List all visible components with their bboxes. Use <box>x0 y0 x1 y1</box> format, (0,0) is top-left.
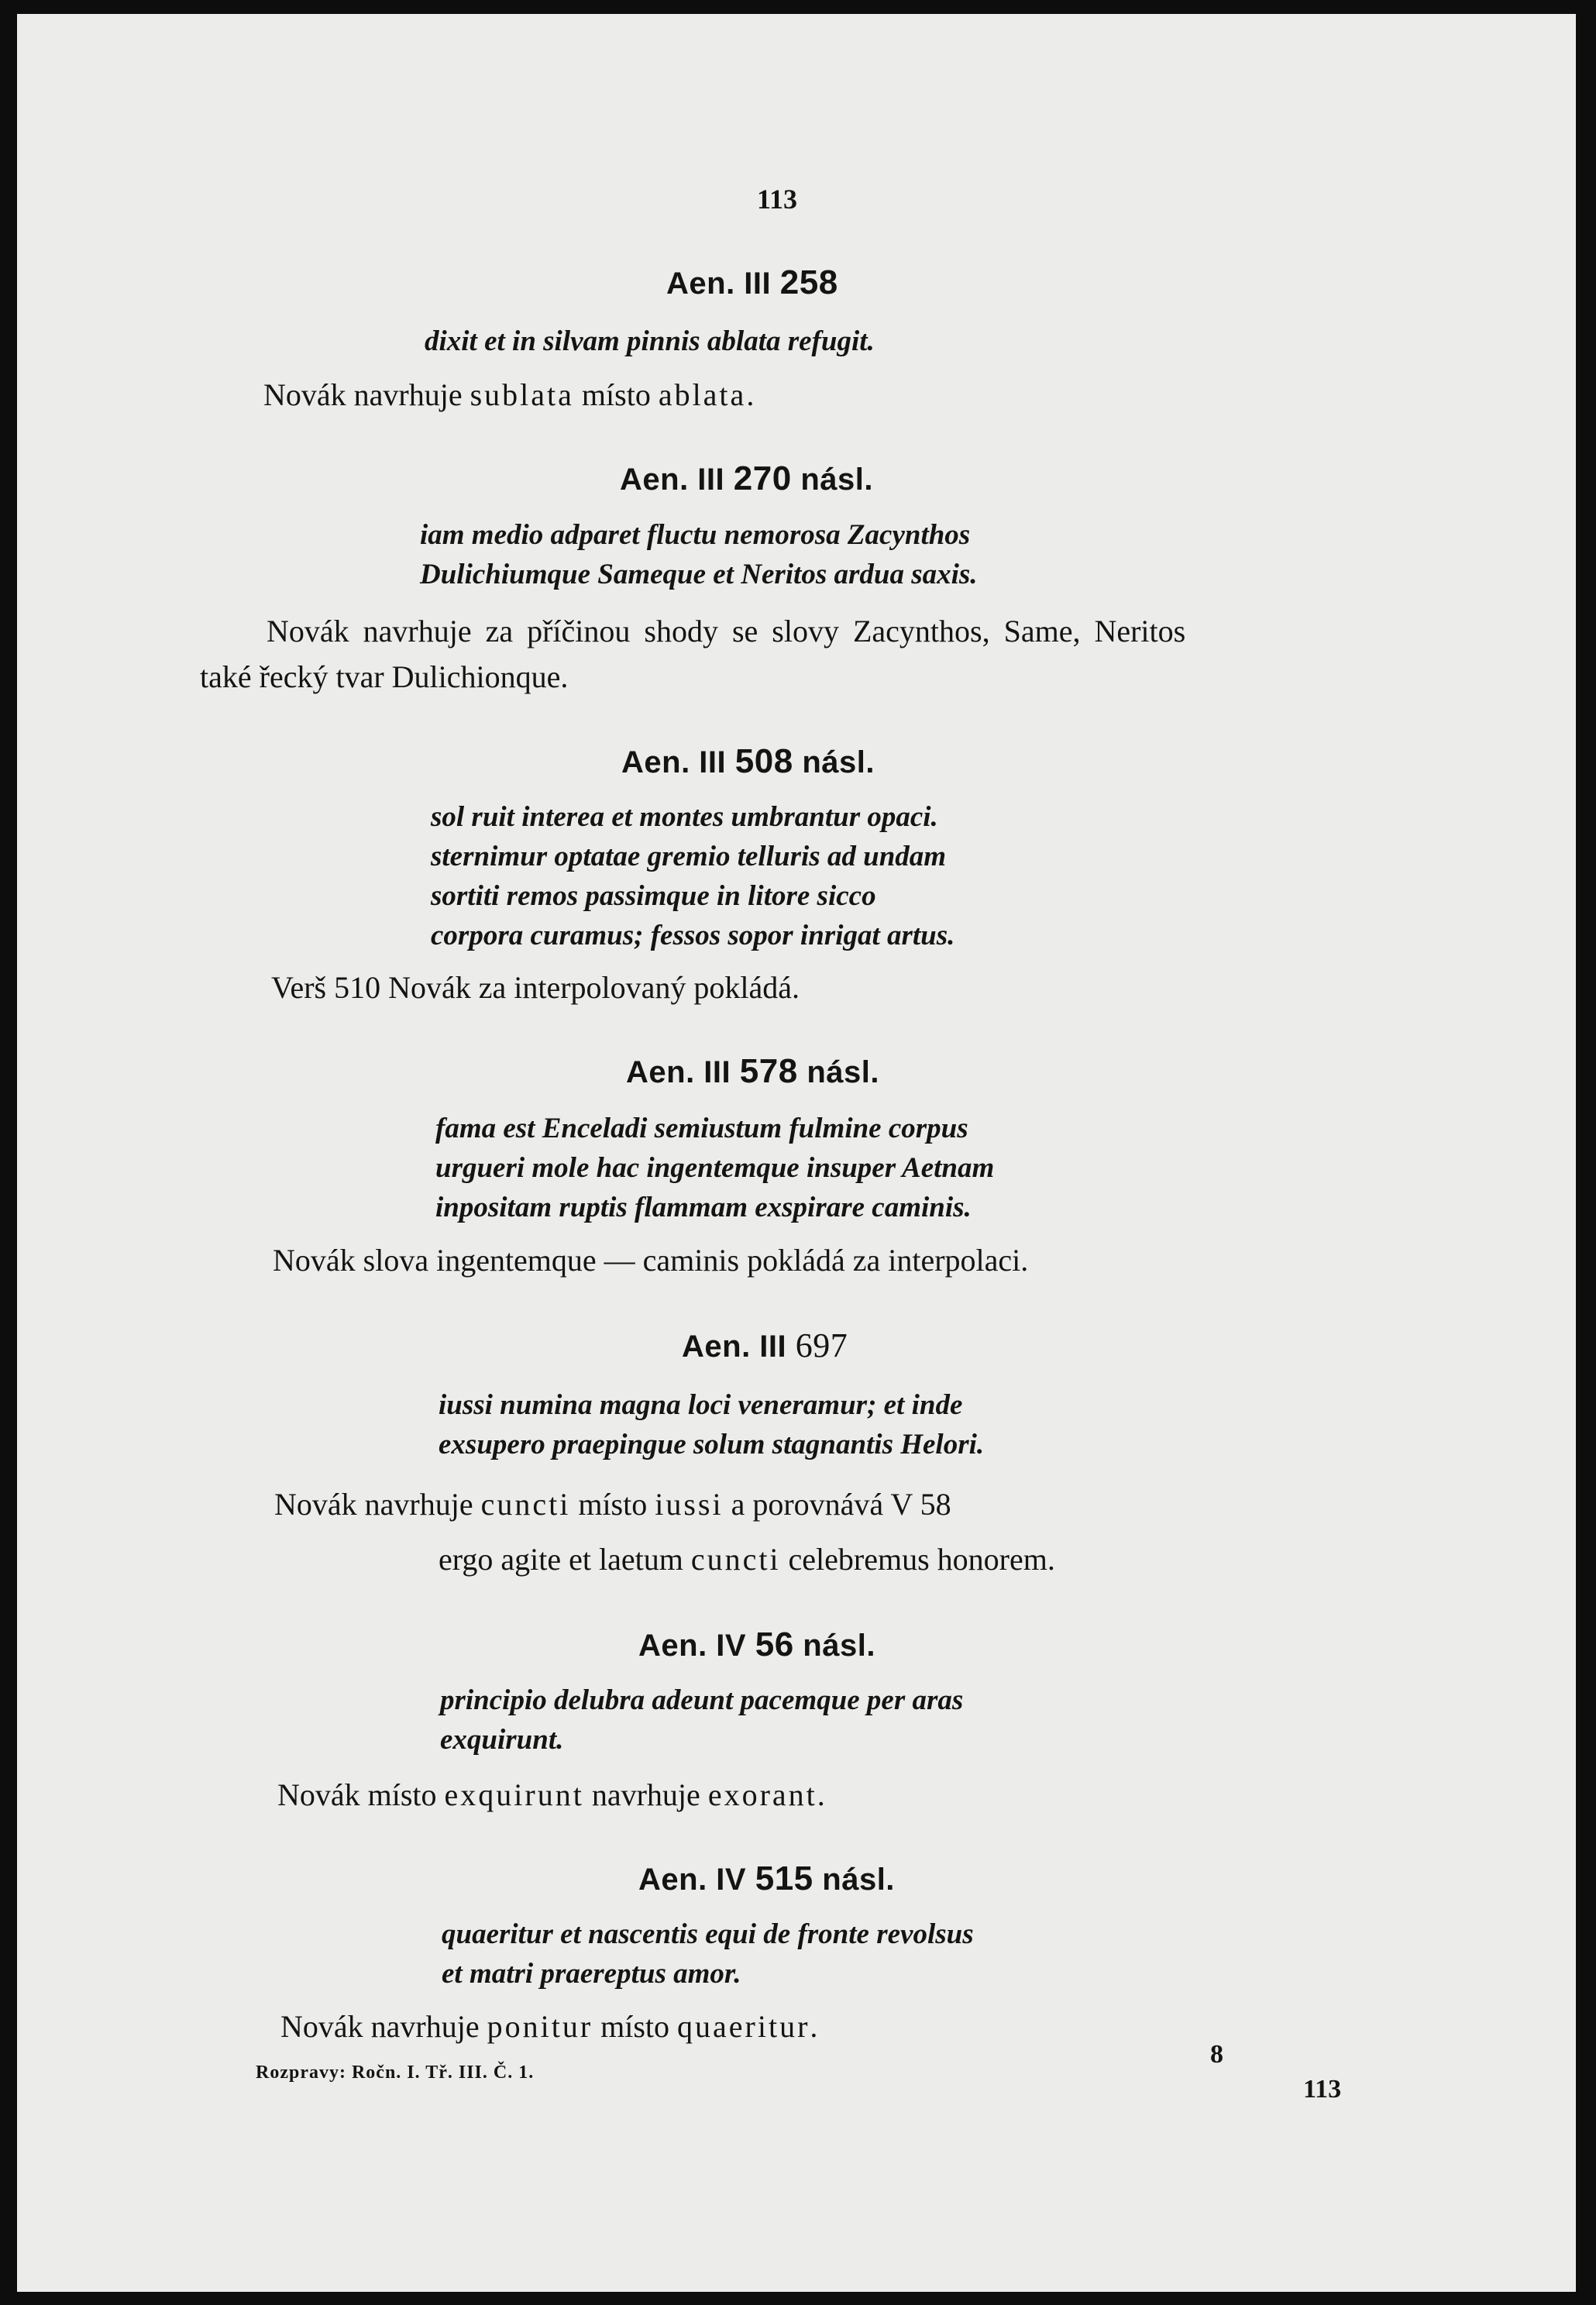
commentary-note: Novák navrhuje sublata místo ablata. <box>263 377 755 412</box>
commentary-note: Novák navrhuje cuncti místo iussi a porovnává V 58 <box>274 1487 951 1522</box>
verse-line: exsupero praepingue solum stagnantis Helori. <box>439 1429 985 1460</box>
section-heading: Aen. III 508 násl. <box>621 742 875 780</box>
commentary-note: Novák navrhuje ponitur místo quaeritur. <box>280 2009 818 2044</box>
page-number-bottom: 113 <box>1303 2075 1342 2104</box>
section-heading: Aen. III 258 <box>666 263 838 301</box>
verse-line: fama est Enceladi semiustum fulmine corpus <box>435 1113 968 1144</box>
verse-line: urgueri mole hac ingentemque insuper Aetnam <box>435 1152 995 1184</box>
verse-line: inpositam ruptis flammam exspirare caminis. <box>435 1192 972 1223</box>
verse-line: et matri praereptus amor. <box>442 1958 741 1990</box>
verse-line: sortiti remos passimque in litore sicco <box>431 880 876 912</box>
verse-line: exquirunt. <box>440 1724 564 1756</box>
commentary-note: také řecký tvar Dulichionque. <box>200 659 569 694</box>
verse-line: corpora curamus; fessos sopor inrigat artus. <box>431 920 955 951</box>
section-heading: Aen. III 578 násl. <box>626 1052 879 1090</box>
verse-line: sternimur optatae gremio telluris ad undam <box>431 841 947 872</box>
verse-line: iam medio adparet fluctu nemorosa Zacynthos <box>420 519 971 551</box>
section-heading: Aen. III 697 <box>682 1326 848 1364</box>
quoted-verse: ergo agite et laetum cuncti celebremus honorem. <box>439 1542 1055 1577</box>
sheet-signature-number: 8 <box>1210 2040 1223 2069</box>
verse-line: sol ruit interea et montes umbrantur opaci. <box>431 801 938 833</box>
section-heading: Aen. IV 56 násl. <box>638 1626 875 1663</box>
commentary-note: Verš 510 Novák za interpolovaný pokládá. <box>271 970 800 1005</box>
page-number-top: 113 <box>756 184 797 215</box>
section-heading: Aen. IV 515 násl. <box>638 1859 895 1897</box>
verse-line: dixit et in silvam pinnis ablata refugit. <box>425 325 875 357</box>
verse-line: iussi numina magna loci veneramur; et inde <box>439 1389 963 1421</box>
verse-line: principio delubra adeunt pacemque per aras <box>440 1684 964 1716</box>
commentary-note: Novák místo exquirunt navrhuje exorant. <box>277 1777 825 1812</box>
footer-publication-reference: Rozpravy: Ročn. I. Tř. III. Č. 1. <box>256 2062 535 2083</box>
document-page <box>17 14 1576 2292</box>
commentary-note: Novák navrhuje za příčinou shody se slovy Zacynthos, Same, Neritos <box>267 614 1186 648</box>
verse-line: Dulichiumque Sameque et Neritos ardua saxis. <box>420 559 978 590</box>
section-heading: Aen. III 270 násl. <box>620 459 873 497</box>
verse-line: quaeritur et nascentis equi de fronte revolsus <box>442 1918 974 1950</box>
commentary-note: Novák slova ingentemque — caminis pokládá za interpolaci. <box>273 1243 1029 1278</box>
